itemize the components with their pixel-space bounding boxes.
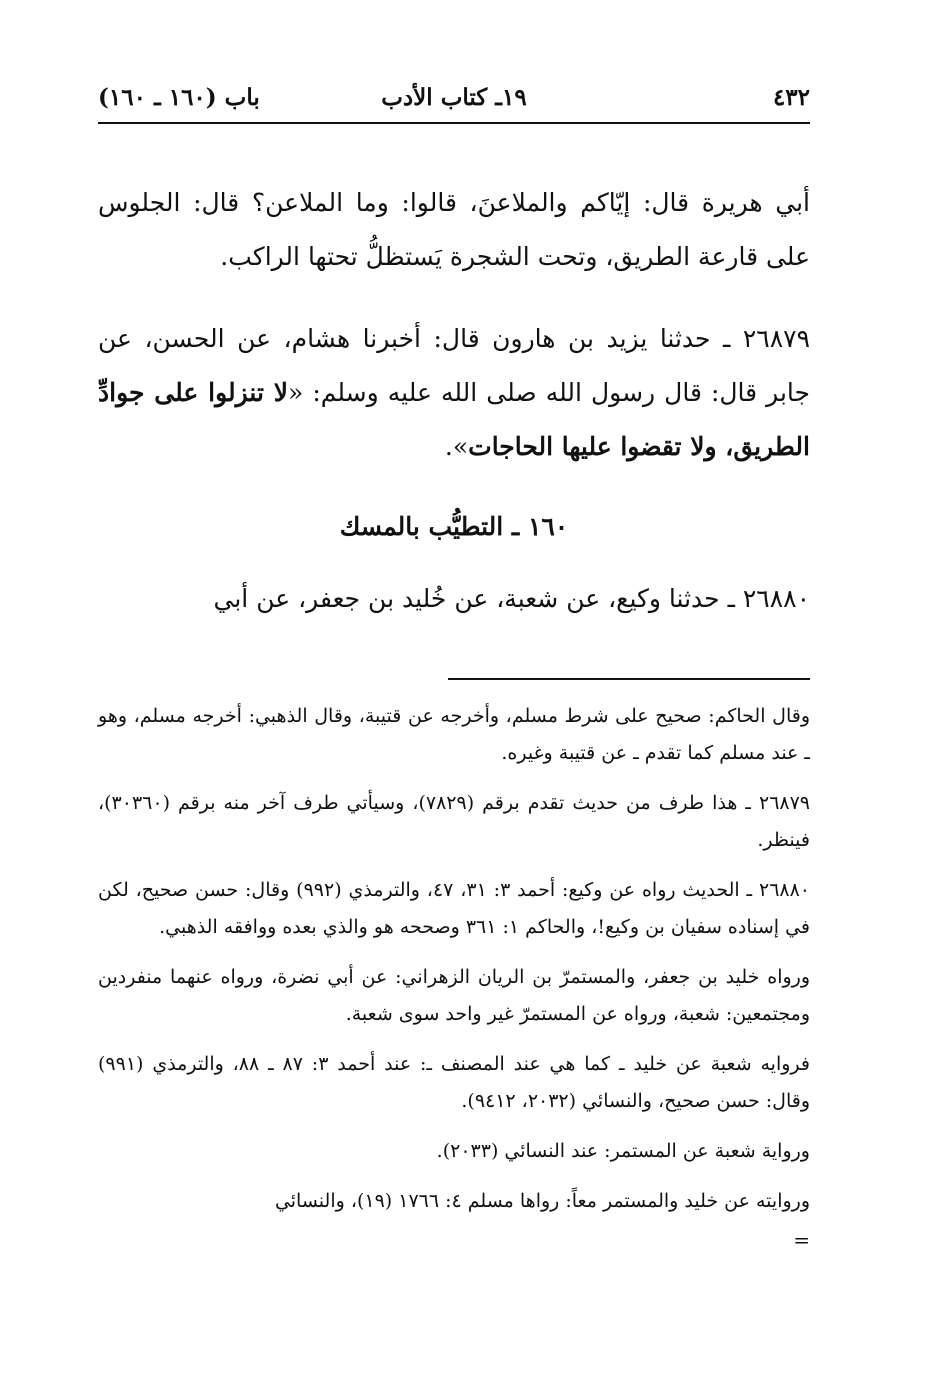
- footnote: ورواية شعبة عن المستمر: عند النسائي (٢٠٣٣).: [436, 1140, 810, 1162]
- page-header: [98, 78, 810, 124]
- footnote: ٢٦٨٧٩ ـ هذا طرف من حديث تقدم برقم (٧٨٢٩)، وسيأتي طرف آخر منه برقم (٣٠٣٦٠)، فينظر.: [98, 792, 811, 851]
- footnote: ورواه خليد بن جعفر، والمستمرّ بن الريان الزهراني: عن أبي نضرة، ورواه عنهما منفردين ومجتمعين: شعبة، ورواه عن المستمرّ غير واحد سوى شعبة.: [98, 966, 810, 1025]
- main-paragraph-1: أبي هريرة قال: إيّاكم والملاعنَ، قالوا: وما الملاعن؟ قال: الجلوس على قارعة الطريق، وتحت الشجرة يَستظلُّ تحتها الراكب.: [98, 188, 810, 271]
- footnote: وروايته عن خليد والمستمر معاً: رواها مسلم ٤: ١٧٦٦ (١٩)، والنسائي: [274, 1190, 810, 1212]
- hadith-26879-intro: ٢٦٨٧٩ ـ حدثنا يزيد بن هارون قال: أخبرنا هشام، عن الحسن، عن جابر قال: قال رسول الله صلى الله عليه وسلم: «: [98, 324, 811, 407]
- page-number: ٤٣٢: [772, 84, 810, 111]
- continuation-mark: =: [793, 1228, 810, 1252]
- footnote-divider: [448, 678, 810, 680]
- page: [98, 78, 810, 1250]
- footnote: فروايه شعبة عن خليد ـ كما هي عند المصنف ـ: عند أحمد ٣: ٨٧ ـ ٨٨، والترمذي (٩٩١) وقال: حسن صحيح، والنسائي (٢٠٣٢، ٩٤١٢).: [98, 1053, 810, 1112]
- hadith-26879-close: ».: [444, 432, 469, 461]
- hadith-26879: [98, 312, 810, 474]
- footnote: وقال الحاكم: صحيح على شرط مسلم، وأخرجه عن قتيبة، وقال الذهبي: أخرجه مسلم، وهو ـ عند مسلم كما تقدم ـ عن قتيبة وغيره.: [98, 705, 810, 764]
- book-title: ١٩ـ كتاب الأدب: [381, 84, 527, 111]
- chapter-range: باب (١٦٠ ـ ١٦٠): [98, 84, 260, 111]
- section-title: ١٦٠ ـ التطيُّب بالمسك: [339, 512, 569, 541]
- footnote: ٢٦٨٨٠ ـ الحديث رواه عن وكيع: أحمد ٣: ٣١، ٤٧، والترمذي (٩٩٢) وقال: حسن صحيح، لكن في إسناده سفيان بن وكيع!، والحاكم ١: ٣٦١ وصححه هو والذي بعده ووافقه الذهبي.: [98, 879, 811, 938]
- hadith-26880: ٢٦٨٨٠ ـ حدثنا وكيع، عن شعبة، عن خُليد بن جعفر، عن أبي: [213, 584, 810, 613]
- hadith-26879-text: لا تنزلوا على جوادِّ الطريق، ولا تقضوا عليها الحاجات: [98, 378, 810, 461]
